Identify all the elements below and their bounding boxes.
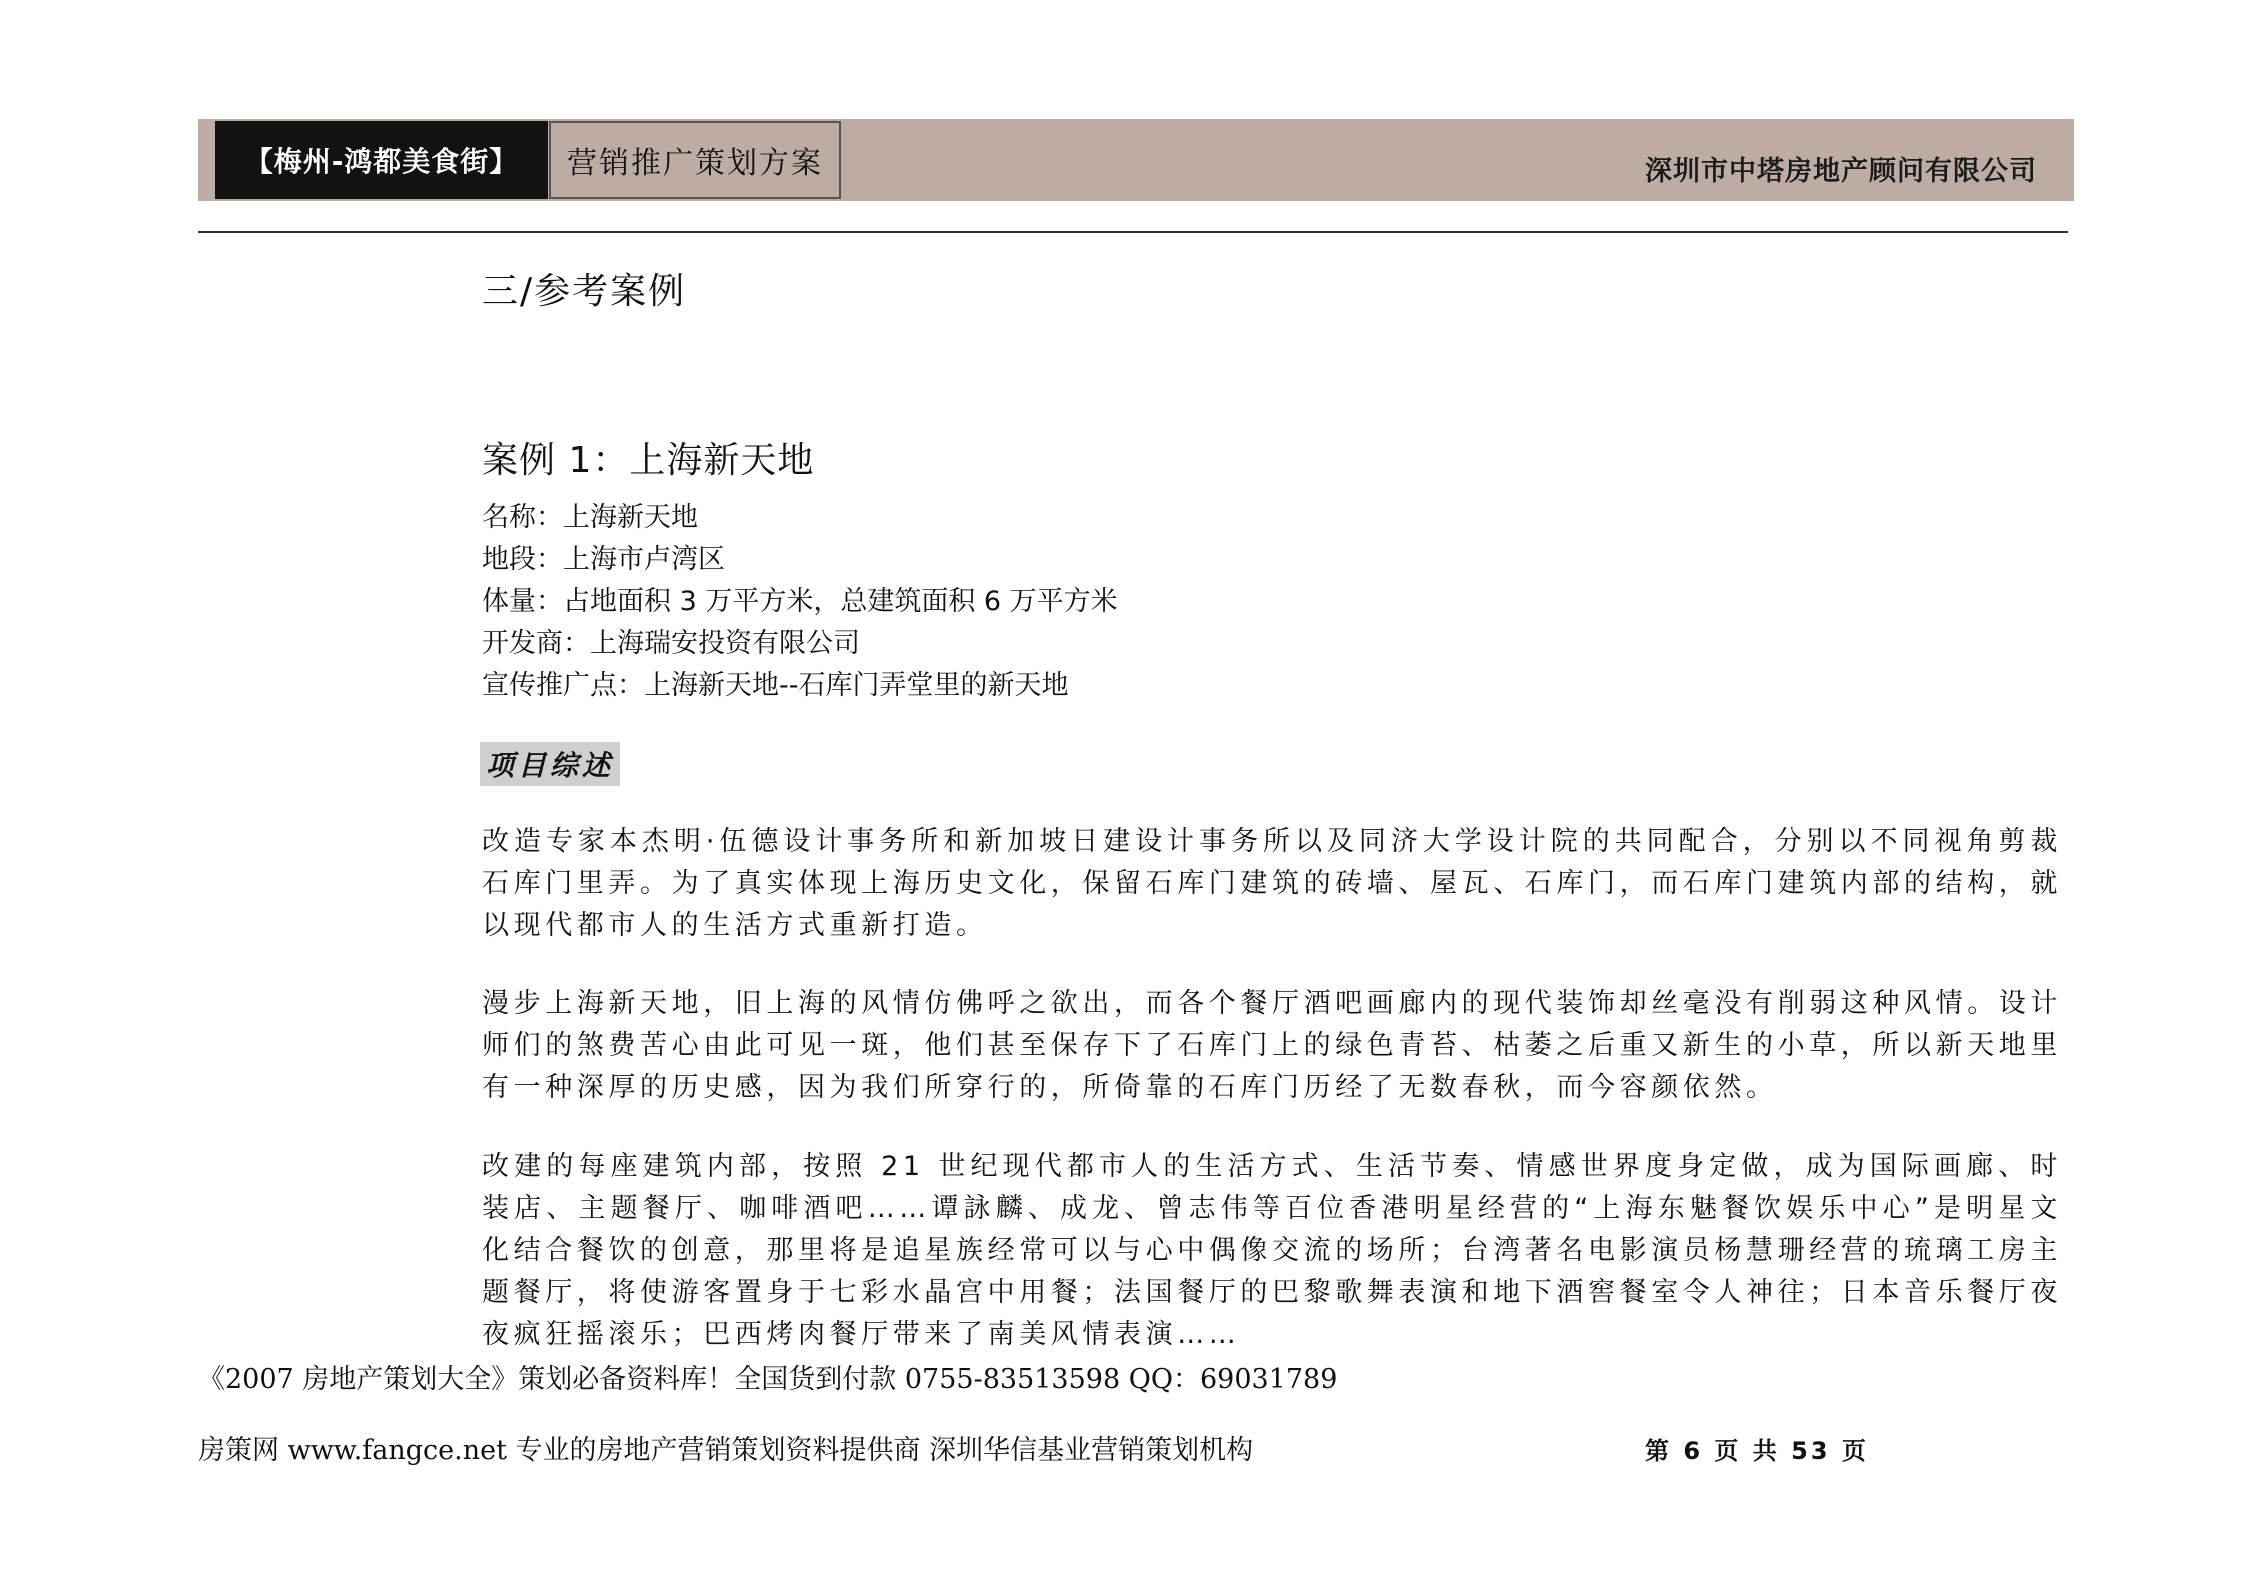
header-divider [198, 231, 2068, 233]
info-developer: 开发商：上海瑞安投资有限公司 [482, 628, 860, 659]
section-title: 三/参考案例 [482, 271, 687, 312]
footer-site-line: 房策网 www.fangce.net 专业的房地产营销策划资料提供商 深圳华信基业营销策划机构 [198, 1435, 1254, 1466]
info-size: 体量：占地面积 3 万平方米，总建筑面积 6 万平方米 [482, 586, 1118, 617]
page-number: 第 6 页 共 53 页 [1645, 1437, 1869, 1465]
project-brand-label: 【梅州-鸿都美食街】 [215, 121, 548, 199]
case-title: 案例 1：上海新天地 [482, 440, 815, 481]
footer-ad-line: 《2007 房地产策划大全》策划必备资料库！全国货到付款 0755-83513598 QQ：69031789 [198, 1364, 1338, 1395]
info-location: 地段：上海市卢湾区 [482, 544, 725, 575]
info-promotion: 宣传推广点：上海新天地--石库门弄堂里的新天地 [482, 670, 1069, 701]
overview-paragraph-3: 改建的每座建筑内部，按照 21 世纪现代都市人的生活方式、生活节奏、情感世界度身定做，成为国际画廊、时装店、主题餐厅、咖啡酒吧……谭詠麟、成龙、曾志伟等百位香港明星经营的“上海东魅餐饮娱乐中心”是明星文化结合餐饮的创意，那里将是追星族经常可以与心中偶像交流的场所；台湾著名电影演员杨慧珊经营的琉璃工房主题餐厅，将使游客置身于七彩水晶宫中用餐；法国餐厅的巴黎歌舞表演和地下酒窖餐室令人神往；日本音乐餐厅夜夜疯狂摇滚乐；巴西烤肉餐厅带来了南美风情表演…… [482, 1151, 2062, 1350]
overview-paragraph-1: 改造专家本杰明·伍德设计事务所和新加坡日建设计事务所以及同济大学设计院的共同配合，分别以不同视角剪裁石库门里弄。为了真实体现上海历史文化，保留石库门建筑的砖墙、屋瓦、石库门，而石库门建筑内部的结构，就以现代都市人的生活方式重新打造。 [482, 826, 2062, 941]
overview-paragraph-2: 漫步上海新天地，旧上海的风情仿佛呼之欲出，而各个餐厅酒吧画廊内的现代装饰却丝毫没有削弱这种风情。设计师们的煞费苦心由此可见一斑，他们甚至保存下了石库门上的绿色青苔、枯萎之后重又新生的小草，所以新天地里有一种深厚的历史感，因为我们所穿行的，所倚靠的石库门历经了无数春秋，而今容颜依然。 [482, 988, 2062, 1103]
case-info-list [482, 497, 1118, 707]
overview-heading: 项目综述 [480, 742, 620, 786]
company-name: 深圳市中塔房地产顾问有限公司 [1645, 156, 2037, 187]
info-name: 名称：上海新天地 [482, 502, 698, 533]
document-type-label: 营销推广策划方案 [549, 121, 841, 199]
